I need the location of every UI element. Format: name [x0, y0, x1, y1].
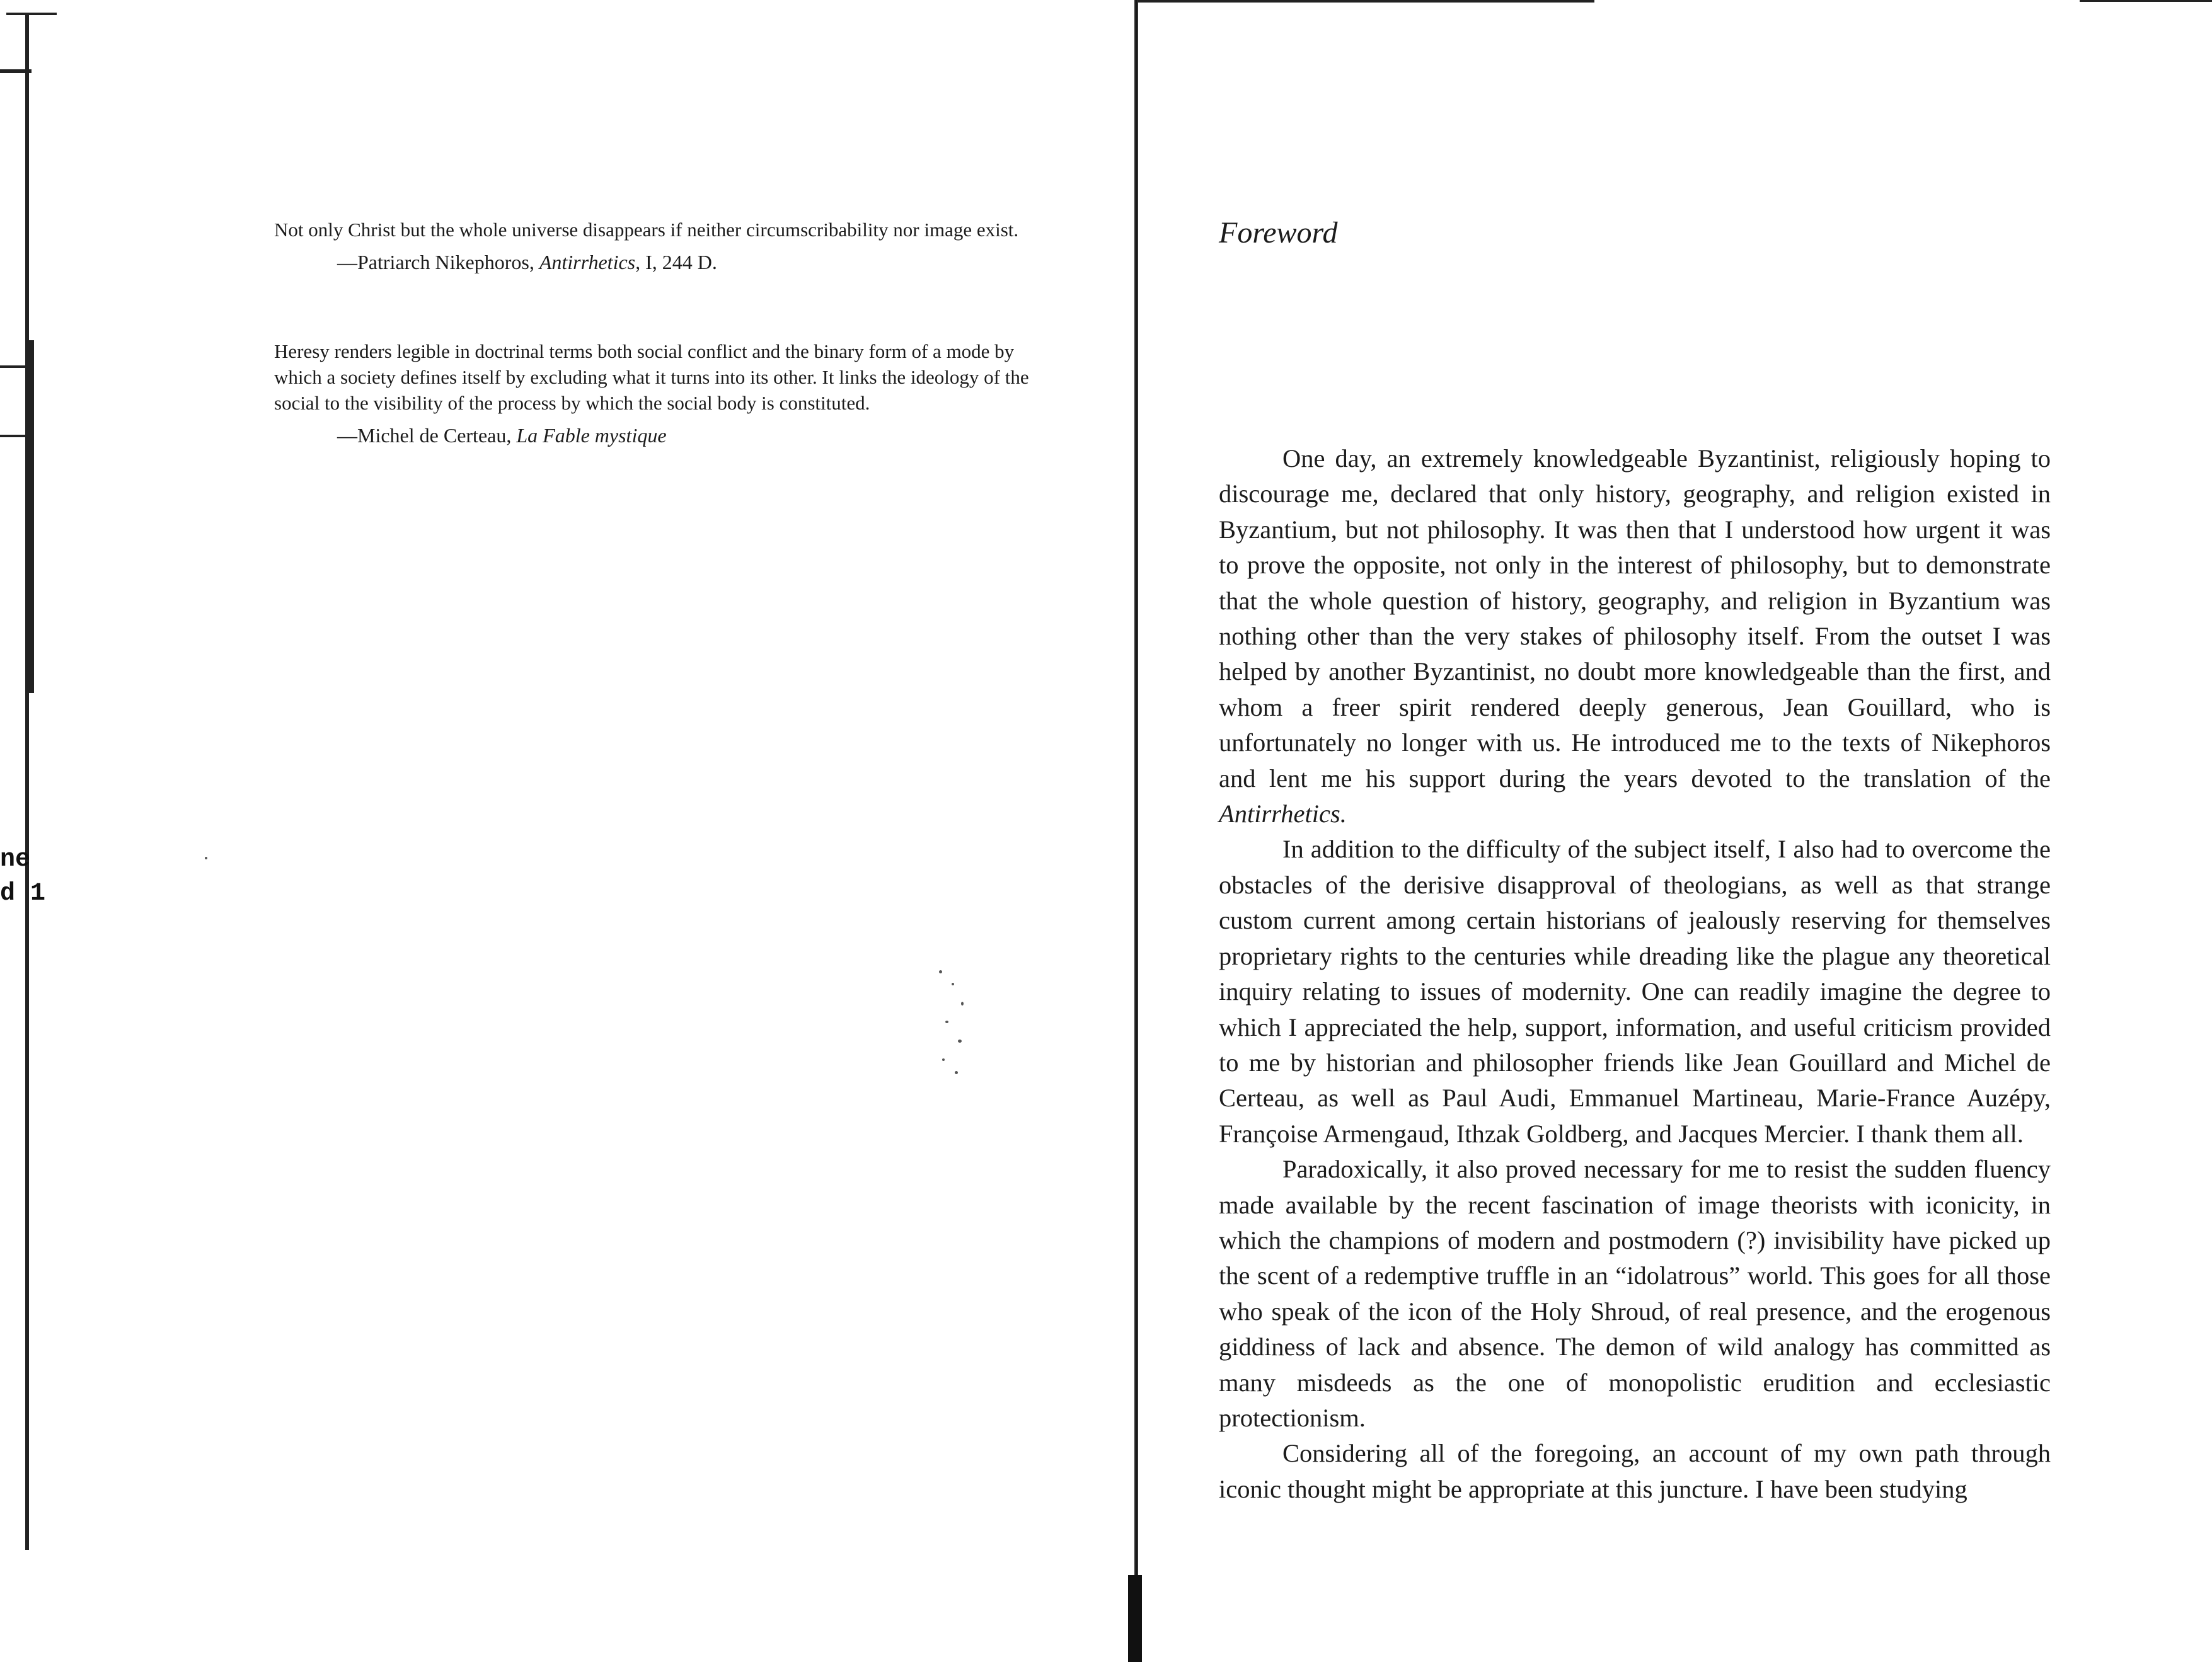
attribution-author: —Michel de Certeau,: [337, 424, 517, 447]
paragraph: [1219, 832, 2051, 1152]
attribution-work: La Fable mystique: [516, 424, 667, 447]
paragraph-italic: Antirrhetics.: [1219, 799, 1347, 828]
chapter-title: Foreword: [1219, 216, 1338, 249]
epigraph-attribution: [337, 249, 1049, 275]
attribution-citation: I, 244 D.: [640, 251, 717, 273]
foreword-body: [1219, 441, 2051, 1507]
bleed-line-1: ne: [0, 845, 31, 874]
right-page: [1141, 0, 2212, 1662]
paragraph-text: In addition to the difficulty of the subject itself, I also had to overcome the obstacles of the derisive disapproval of theologians, as well as that strange custom current among certain historians of jealously reserving for themselves proprietary rights to the centuries while dreading like the plague any theoretical inquiry relating to issues of modernity. One can readily imagine the degree to which I appreciated the help, support, information, and useful criticism provided to me by historian and philosopher friends like Jean Gouillard and Michel de Certeau, as well as Paul Audi, Emmanuel Martineau, Marie-France Auzépy, Françoise Armengaud, Ithzak Goldberg, and Jacques Mercier. I thank them all.: [1219, 835, 2051, 1148]
paragraph: [1219, 1152, 2051, 1436]
paragraph: [1219, 1436, 2051, 1507]
paragraph-text: One day, an extremely knowledgeable Byzantinist, religiously hoping to discourage me, declared that only history, geography, and religion existed in Byzantium, but not philosophy. It was then that I understood how urgent it was to prove the opposite, not only in the interest of philosophy, but to demonstrate that the whole question of history, geography, and religion in Byzantium was nothing other than the very stakes of philosophy itself. From the outset I was helped by another Byzantinist, no doubt more knowledgeable than the first, and whom a freer spirit rendered deeply generous, Jean Gouillard, who is unfortunately no longer with us. He introduced me to the texts of Nikephoros and lent me his support during the years devoted to the translation of the: [1219, 444, 2051, 793]
paragraph-text: Paradoxically, it also proved necessary for me to resist the sudden fluency made available by the recent fascination of image theorists with iconicity, in which the champions of modern and postmodern (?) invisibility have picked up the scent of a redemptive truffle in an “idolatrous” world. This goes for all those who speak of the icon of the Holy Shroud, of real presence, and the erogenous giddiness of lack and absence. The demon of wild analogy has committed as many misdeeds as the one of monopolistic erudition and ecclesiastic protectionism.: [1219, 1155, 2051, 1432]
epigraph-certeau: [274, 338, 1049, 449]
paragraph-text: Considering all of the foregoing, an account of my own path through iconic thought might be appropriate at this juncture. I have been studying: [1219, 1439, 2051, 1503]
epigraph-text: Not only Christ but the whole universe disappears if neither circumscribability nor image exist.: [274, 219, 1019, 241]
paragraph: [1219, 441, 2051, 832]
bleed-line-2: d 1: [0, 880, 46, 908]
epigraph-attribution: [337, 422, 1049, 449]
epigraph-text: Heresy renders legible in doctrinal terms both social conflict and the binary form of a mode by which a society defines itself by excluding what it turns into its other. It links the ideology of the social to the visibility of the process by which the social body is constituted.: [274, 340, 1029, 414]
attribution-author: —Patriarch Nikephoros,: [337, 251, 539, 273]
epigraph-nikephoros: [274, 217, 1049, 275]
page-gutter: [1134, 0, 1138, 1662]
attribution-work: Antirrhetics,: [539, 251, 641, 273]
